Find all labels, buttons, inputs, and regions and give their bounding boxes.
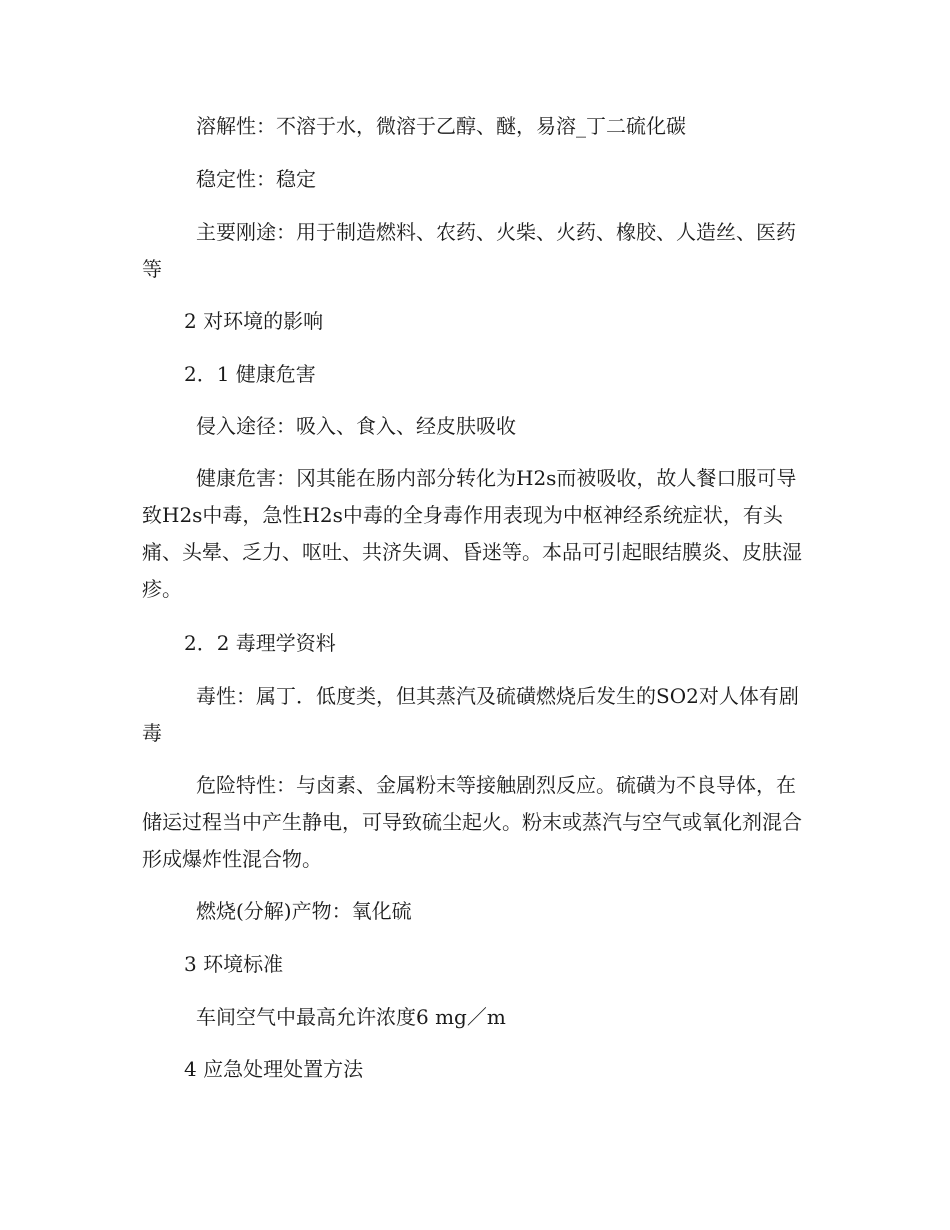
section-2-heading: 2 对环境的影响 [184,309,324,333]
danger-characteristics-paragraph: 危险特性：与卤素、金属粉末等接触剧烈反应。硫磺为不良导体，在储运过程当中产生静电，可导致硫尘起火。粉末或蒸汽与空气或氧化剂混合形成爆炸性混合物。 [142,773,802,871]
solubility-paragraph: 溶解性：不溶于水，微溶于乙醇、醚，易溶_丁二硫化碳 [196,114,686,138]
combustion-products-paragraph: 燃烧(分解)产物：氧化硫 [196,899,412,923]
section-3-heading: 3 环境标准 [184,952,284,976]
stability-paragraph: 稳定性：稳定 [196,167,316,191]
air-concentration-paragraph: 车间空气中最高允许浓度6 mg／m [196,1005,506,1029]
uses-paragraph: 主要刚途：用于制造燃料、农药、火柴、火药、橡胶、人造丝、医药等 [142,220,796,281]
health-hazard-paragraph: 健康危害：冈其能在肠内部分转化为H2s而被吸收，故人餐口服可导致H2s中毒，急性H2s中毒的全身毒作用表现为中枢神经系统症状，有头痛、头晕、乏力、呕吐、共济失调、昏迷等。本品可引起眼结膜炎、皮肤湿疹。 [142,466,802,601]
section-4-heading: 4 应急处理处置方法 [184,1057,364,1081]
section-2-2-heading: 2．2 毒理学资料 [184,631,336,655]
entry-route-paragraph: 侵入途径：吸入、食入、经皮肤吸收 [196,414,516,438]
section-2-1-heading: 2．1 健康危害 [184,362,316,386]
toxicity-paragraph: 毒性：属丁．低度类，但其蒸汽及硫磺燃烧后发生的SO2对人体有剧毒 [142,684,799,745]
